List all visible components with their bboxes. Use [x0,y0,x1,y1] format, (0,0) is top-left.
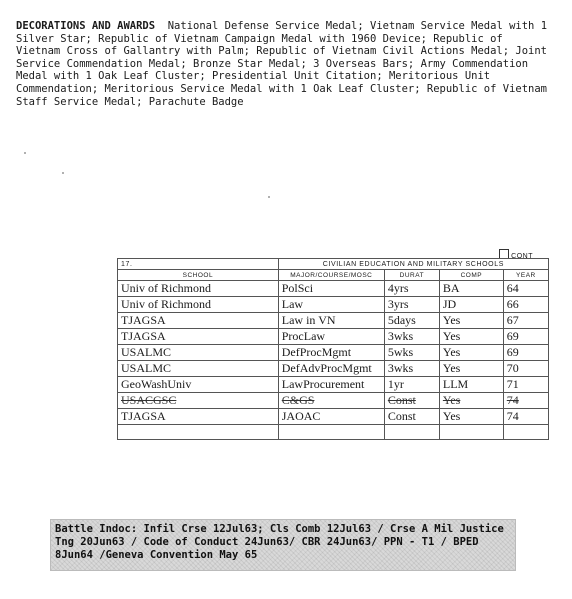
cell-empty [503,425,548,440]
column-header-comp: COMP [439,270,503,281]
cell-empty [384,425,439,440]
education-table [117,258,549,440]
cell-comp: JD [439,297,503,313]
cell-empty [118,425,279,440]
decorations-and-awards-paragraph [16,20,552,108]
cell-school: TJAGSA [118,313,279,329]
cell-year: 69 [503,329,548,345]
cell-comp: Yes [439,361,503,377]
table-row [118,345,549,361]
table-row [118,297,549,313]
item-number: 17. [118,259,279,270]
cell-year: 71 [503,377,548,393]
cell-school: USALMC [118,345,279,361]
table-row [118,409,549,425]
cell-school: USACGSC [118,393,279,409]
cell-year: 67 [503,313,548,329]
cell-school: GeoWashUniv [118,377,279,393]
column-header-major: MAJOR/COURSE/MOSC [278,270,384,281]
cell-major: PolSci [278,281,384,297]
cell-year: 64 [503,281,548,297]
column-header-durat: DURAT [384,270,439,281]
cell-durat: 5wks [384,345,439,361]
cell-year: 69 [503,345,548,361]
table-row [118,361,549,377]
cell-comp: Yes [439,313,503,329]
column-header-year: YEAR [503,270,548,281]
cell-major: Law [278,297,384,313]
training-remarks-text: Battle Indoc: Infil Crse 12Jul63; Cls Comb 12Jul63 / Crse A Mil Justice Tng 20Jun63 / Code of Conduct 24Jun63/ CBR 24Jun63/ PPN - T1 / BPED 8Jun64 /Geneva Convention May 65 [55,523,504,561]
table-title-row [118,259,549,270]
cell-comp: Yes [439,329,503,345]
cell-major: C&GS [278,393,384,409]
scan-speck [24,152,26,154]
cell-major: LawProcurement [278,377,384,393]
cell-durat: 3wks [384,329,439,345]
cell-durat: 4yrs [384,281,439,297]
cell-major: ProcLaw [278,329,384,345]
decorations-text: National Defense Service Medal; Vietnam Service Medal with 1 Silver Star; Republic of Vietnam Campaign Medal with 1960 Device; Republic of Vietnam Cross of Gallantry with Palm; Republic of Vietnam Civil Actions Medal; Joint Service Commendation Medal; Bronze Star Medal; 3 Overseas Bars; Army Commendation Medal with 1 Oak Leaf Cluster; Presidential Unit Citation; Meritorious Unit Commendation; Meritorious Service Medal with 1 Oak Leaf Cluster; Republic of Vietnam Staff Service Medal; Parachute Badge [16,20,548,108]
table-row-empty [118,425,549,440]
cell-school: Univ of Richmond [118,281,279,297]
scan-speck [268,196,270,198]
cell-year: 74 [503,409,548,425]
cell-comp: Yes [439,393,503,409]
table-row [118,329,549,345]
cell-school: USALMC [118,361,279,377]
cell-major: Law in VN [278,313,384,329]
cell-durat: Const [384,409,439,425]
cell-comp: BA [439,281,503,297]
table-row [118,377,549,393]
cell-school: TJAGSA [118,329,279,345]
cell-major: DefAdvProcMgmt [278,361,384,377]
cont-label: CONT [511,253,533,260]
cell-major: DefProcMgmt [278,345,384,361]
scan-speck [62,172,64,174]
cell-year: 66 [503,297,548,313]
cell-durat: 1yr [384,377,439,393]
table-row-struck [118,393,549,409]
cell-durat: 5days [384,313,439,329]
cell-major: JAOAC [278,409,384,425]
decorations-heading: DECORATIONS AND AWARDS [16,20,156,32]
table-row [118,281,549,297]
table-row [118,313,549,329]
cell-school: Univ of Richmond [118,297,279,313]
cell-empty [278,425,384,440]
cell-durat: 3yrs [384,297,439,313]
cell-year: 74 [503,393,548,409]
cell-school: TJAGSA [118,409,279,425]
column-header-school: SCHOOL [118,270,279,281]
cell-comp: Yes [439,345,503,361]
cell-durat: Const [384,393,439,409]
table-header-row [118,270,549,281]
cell-durat: 3wks [384,361,439,377]
table-title: CIVILIAN EDUCATION AND MILITARY SCHOOLS [278,259,548,270]
cell-comp: LLM [439,377,503,393]
cell-empty [439,425,503,440]
cell-year: 70 [503,361,548,377]
cell-comp: Yes [439,409,503,425]
training-remarks-box [50,519,516,571]
